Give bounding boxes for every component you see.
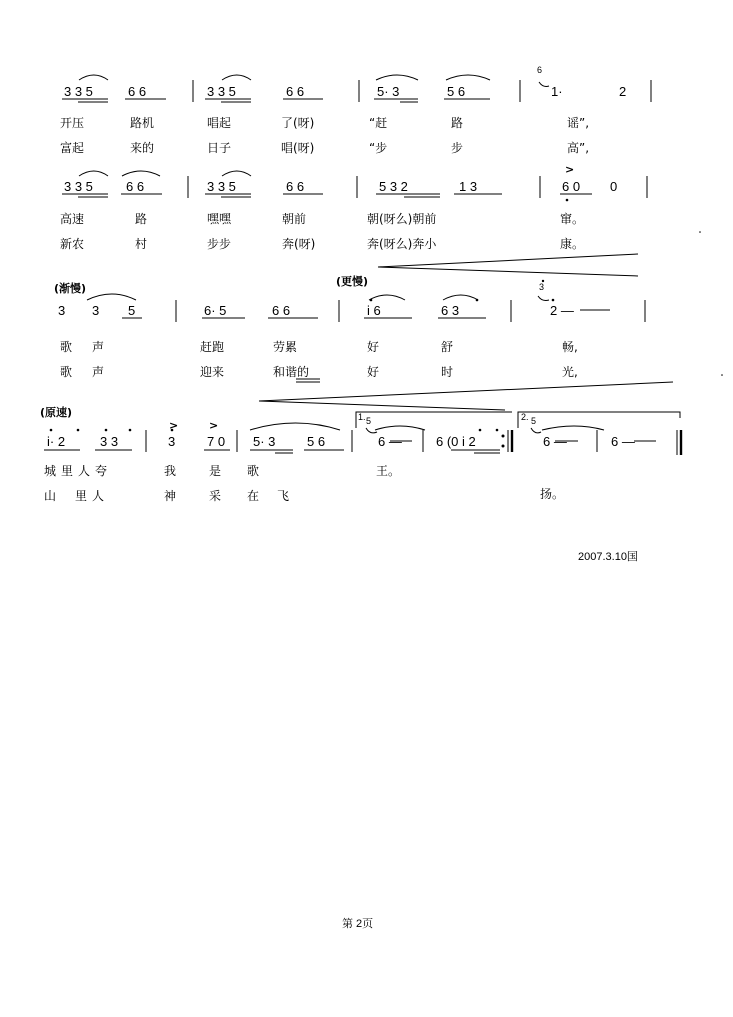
lyric: 迎来 <box>200 365 225 379</box>
slur <box>222 171 251 176</box>
note-group: 1 3 <box>459 179 478 194</box>
lyric: 采 <box>209 489 222 503</box>
lyric: 新农 <box>60 237 85 251</box>
note-group: 6 0 <box>562 179 581 194</box>
lyric: 舒 <box>441 340 454 354</box>
lyric: 山 <box>44 489 57 503</box>
volta-bracket <box>356 412 512 428</box>
lyric: 唱(呀) <box>281 141 315 155</box>
page-number: 第 2页 <box>342 918 374 930</box>
accent-mark: > <box>209 419 219 432</box>
octave-dot <box>77 429 80 432</box>
slur <box>87 294 136 300</box>
lyric: 村 <box>135 237 148 251</box>
tie <box>375 426 425 430</box>
tempo-marking: (更慢) <box>336 275 369 288</box>
octave-dot <box>370 299 373 302</box>
note-group: 6· 5 <box>204 303 227 318</box>
note-group: 6 — <box>611 434 635 449</box>
lyric: 飞 <box>277 489 290 503</box>
note-group: 5 6 <box>307 434 326 449</box>
note-group: 6 6 <box>272 303 291 318</box>
speck <box>721 374 723 376</box>
grace-note: 3 <box>539 282 545 292</box>
lyric: 赶跑 <box>200 340 225 354</box>
lyric: 声 <box>92 365 105 379</box>
lyric: 日子 <box>207 141 232 155</box>
lyric: “赶 <box>369 116 388 130</box>
hairpin-line <box>378 254 638 267</box>
lyric: 朝前 <box>282 212 307 226</box>
slur <box>222 75 251 80</box>
slur <box>79 171 108 176</box>
lyric: 奔(呀么)奔小 <box>367 237 437 251</box>
date-signature: 2007.3.10国 <box>578 551 638 563</box>
note-group: i· 2 <box>47 434 66 449</box>
note-group: 2 <box>619 84 627 99</box>
lyric: 王。 <box>376 464 401 478</box>
repeat-dot <box>502 435 505 438</box>
lyric: 步步 <box>207 237 232 251</box>
note-group: 5 3 2 <box>379 179 408 194</box>
note-group: 3 3 5 <box>207 84 236 99</box>
octave-dot <box>552 299 555 302</box>
accent-mark: > <box>565 163 575 176</box>
note-group: 7 0 <box>207 434 226 449</box>
note-group: 2 — <box>550 303 574 318</box>
lyric: 畅, <box>562 340 578 354</box>
lyric: 歌 <box>247 464 260 478</box>
accent-mark: > <box>169 419 179 432</box>
tie <box>542 426 604 430</box>
lyric: 奔(呀) <box>282 237 316 251</box>
lyric: 在 <box>247 489 260 503</box>
note-group: 6 3 <box>441 303 460 318</box>
slur <box>250 423 340 430</box>
lyric: 来的 <box>130 141 155 155</box>
octave-dot <box>476 299 479 302</box>
slur <box>376 75 418 80</box>
lyric: 城里人夸 <box>44 464 113 478</box>
lyric: 开压 <box>60 116 85 130</box>
slur <box>369 295 405 300</box>
speck <box>699 231 701 233</box>
note-group: 6 — <box>378 434 402 449</box>
lyric: 唱起 <box>207 116 232 130</box>
lyric: 里人 <box>75 489 110 503</box>
octave-dot <box>105 429 108 432</box>
grace-slur <box>531 428 541 433</box>
note-group: 3 3 5 <box>64 179 93 194</box>
octave-dot <box>479 429 482 432</box>
lyric: 了(呀) <box>281 116 315 130</box>
note-group: 3 3 <box>100 434 119 449</box>
lyric: 时 <box>441 365 454 379</box>
note-group: 6 6 <box>286 84 305 99</box>
lyric: “步 <box>369 141 388 155</box>
note-group: 6 (0 i 2 <box>436 434 476 449</box>
lyric: 嘿嘿 <box>207 212 232 226</box>
lyric: 路 <box>135 212 148 226</box>
lyric: 路 <box>451 116 464 130</box>
grace-slur <box>538 296 549 301</box>
tempo-marking: (渐慢) <box>54 282 87 295</box>
lyric: 歌 <box>60 340 73 354</box>
volta-number: 2. <box>521 412 529 422</box>
lyric: 好 <box>367 365 380 379</box>
slur <box>446 75 490 80</box>
lyric: 谣”, <box>567 116 590 130</box>
lyric: 歌 <box>60 365 73 379</box>
lyric: 和谐的 <box>273 365 310 379</box>
grace-slur <box>366 428 377 433</box>
note-group: 3 3 5 <box>207 179 236 194</box>
hairpin-line <box>259 382 673 401</box>
grace-note: 5 <box>366 416 372 426</box>
note-group: 5 6 <box>447 84 466 99</box>
note-group: 0 <box>610 179 618 194</box>
volta-number: 1. <box>358 412 366 422</box>
lyric: 我 <box>164 464 177 478</box>
grace-note: 6 <box>537 65 543 75</box>
note-group: 5· 3 <box>377 84 400 99</box>
lyric: 光, <box>562 365 578 379</box>
note: 3 <box>168 434 176 449</box>
lyric: 好 <box>367 340 380 354</box>
note: 5 <box>128 303 136 318</box>
lyric: 窜。 <box>560 212 585 226</box>
note-group: 6 6 <box>128 84 147 99</box>
note-group: 6 — <box>543 434 567 449</box>
note-group: 1· <box>551 84 563 99</box>
lyric: 富起 <box>60 141 85 155</box>
lyric: 康。 <box>560 237 585 251</box>
note-group: 3 3 5 <box>64 84 93 99</box>
lyric: 步 <box>451 141 464 155</box>
lyric: 路机 <box>130 116 155 130</box>
lyric: 高”, <box>567 141 590 155</box>
lyric: 劳累 <box>273 340 298 354</box>
grace-slur <box>539 82 549 87</box>
hairpin-line <box>378 267 638 276</box>
octave-dot <box>50 429 53 432</box>
grace-note: 5 <box>531 416 537 426</box>
hairpin-line <box>259 401 505 410</box>
lyric: 扬。 <box>540 487 565 501</box>
lyric: 声 <box>92 340 105 354</box>
note-group: 5· 3 <box>253 434 276 449</box>
note-group: 6 6 <box>126 179 145 194</box>
note-group: i 6 <box>367 303 381 318</box>
octave-dot <box>566 199 569 202</box>
octave-dot <box>496 429 499 432</box>
lyric: 高速 <box>60 212 85 226</box>
note: 3 <box>58 303 66 318</box>
lyric: 神 <box>164 489 177 503</box>
slur <box>443 295 478 300</box>
repeat-dot <box>502 445 505 448</box>
note-group: 6 6 <box>286 179 305 194</box>
octave-dot <box>129 429 132 432</box>
slur <box>122 171 160 176</box>
lyric: 朝(呀么)朝前 <box>367 212 437 226</box>
slur <box>79 75 108 80</box>
volta-bracket <box>518 412 680 428</box>
tempo-marking: (原速) <box>40 406 73 419</box>
note: 3 <box>92 303 100 318</box>
lyric: 是 <box>209 464 222 478</box>
